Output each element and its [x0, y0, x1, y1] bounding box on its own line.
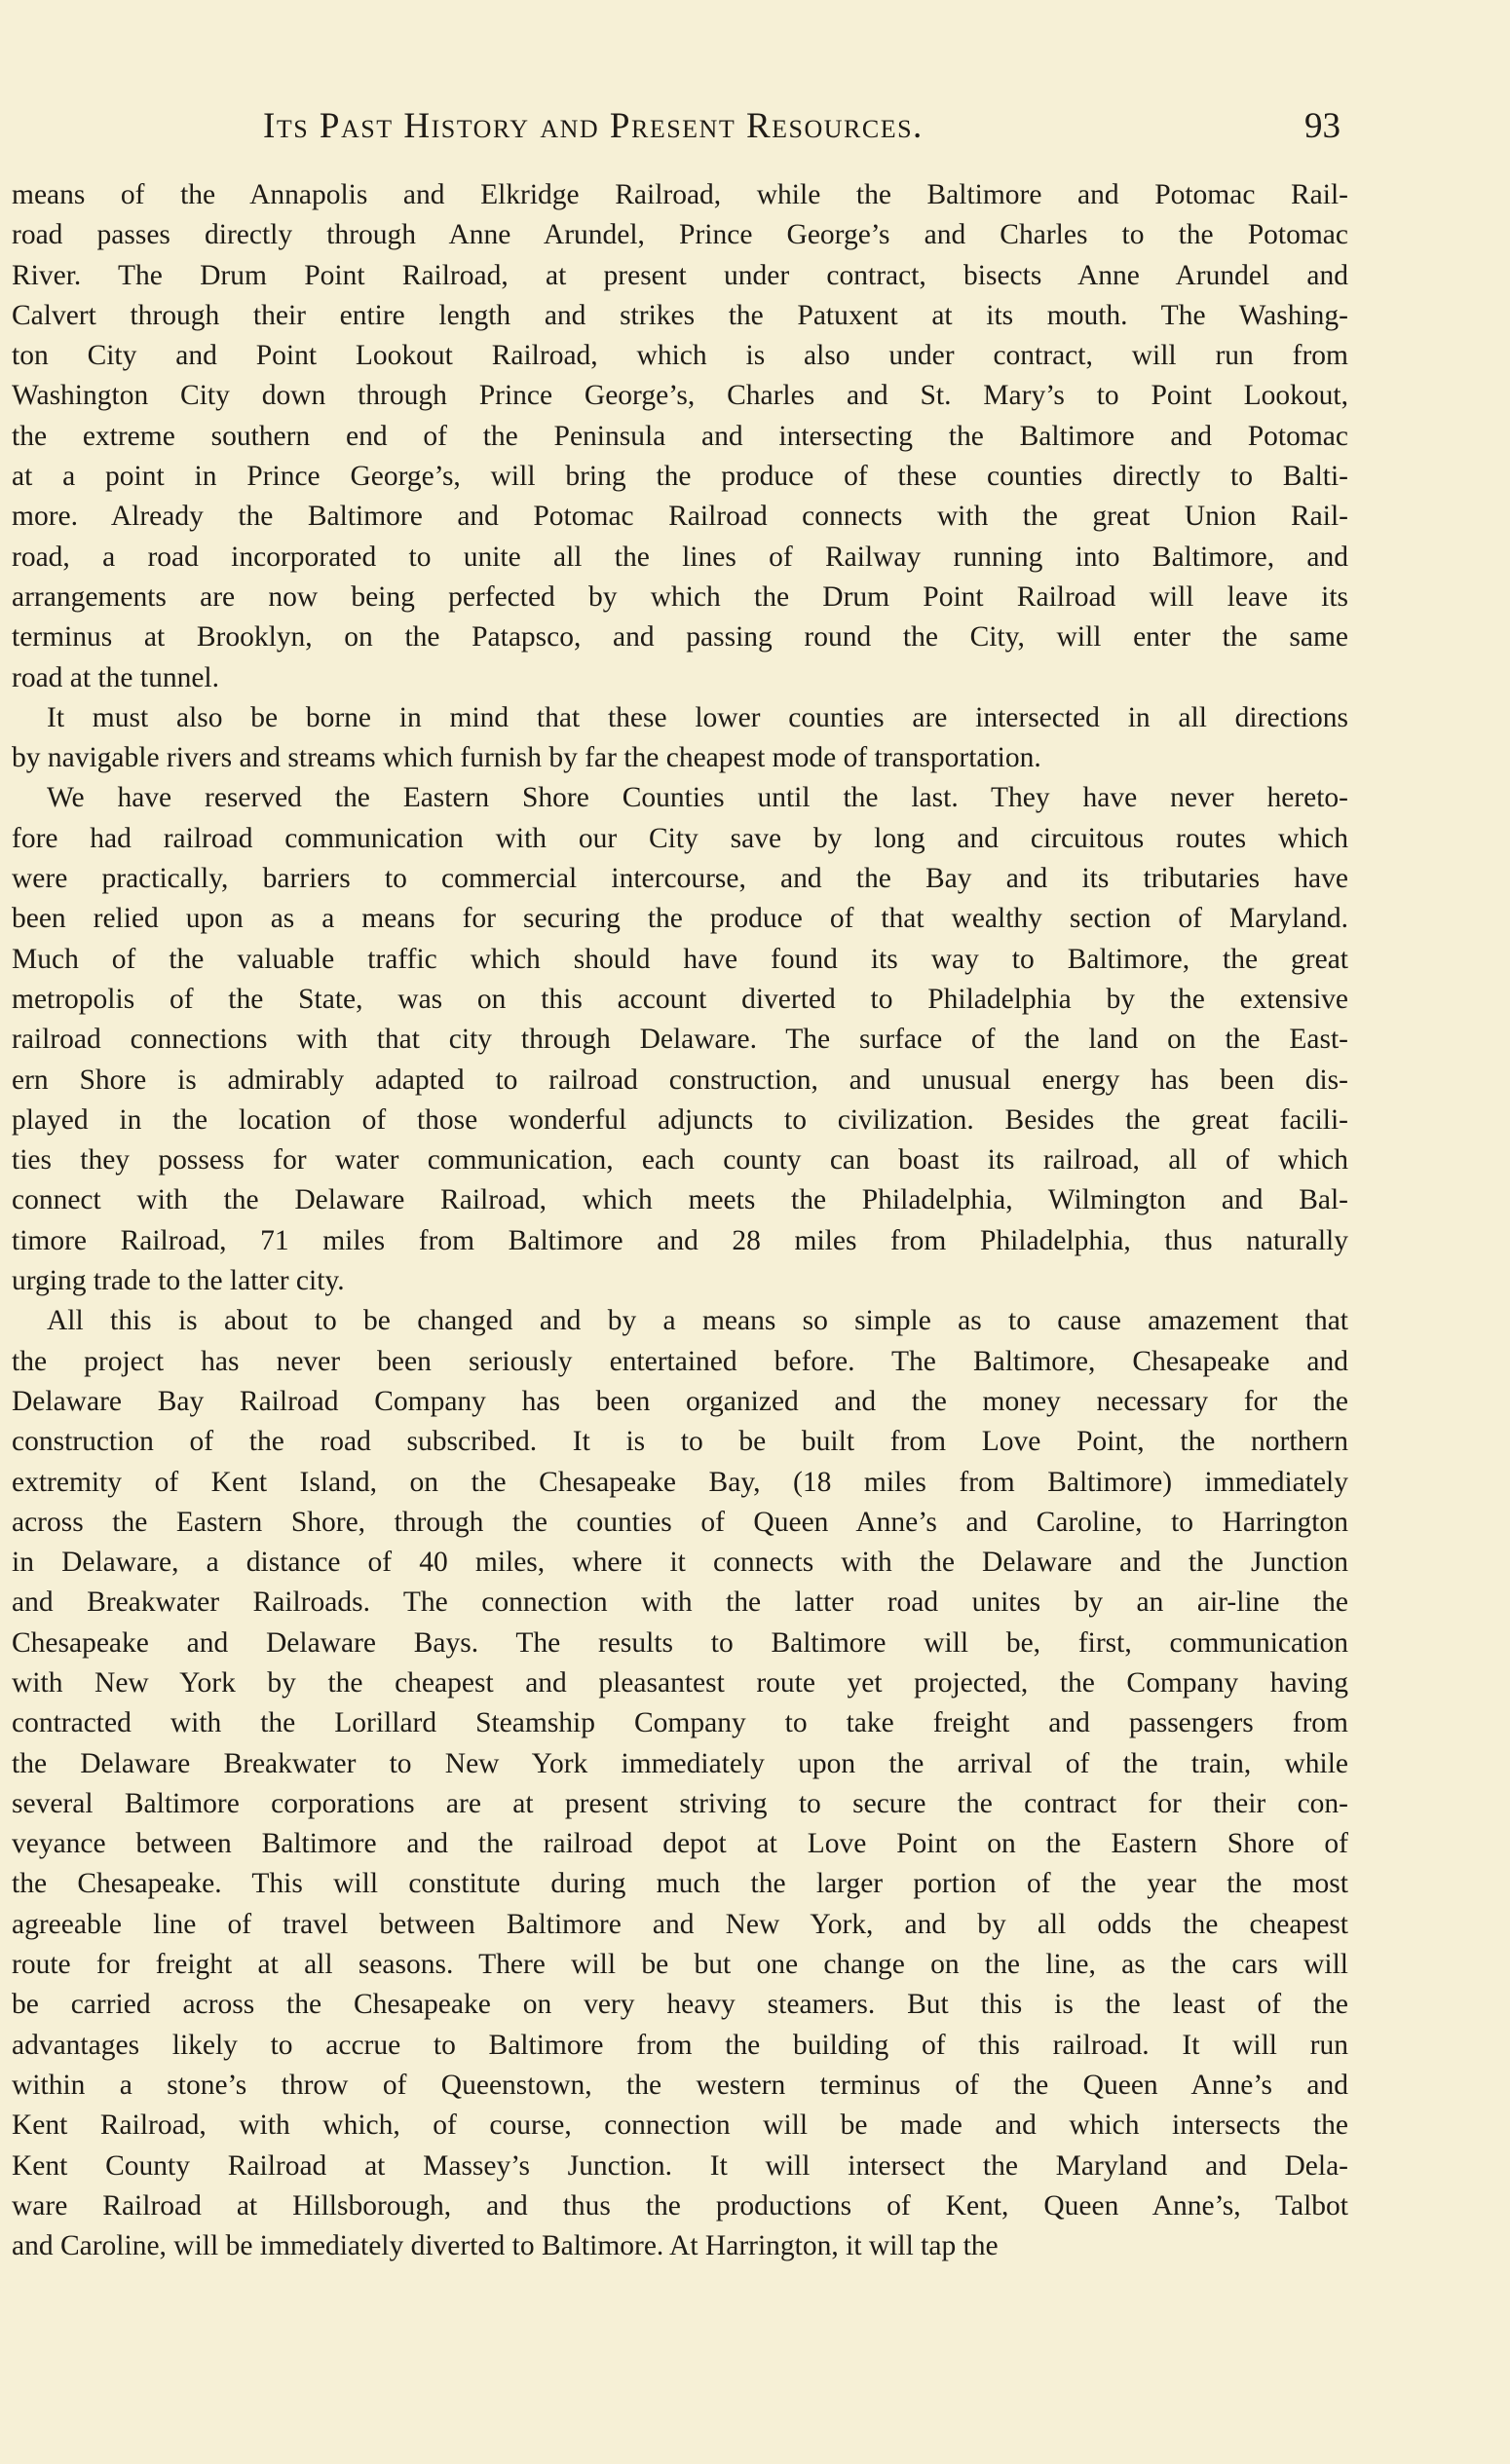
text-line: with New York by the cheapest and pleasantest route yet projected, the Company having	[12, 1666, 1348, 1699]
running-title: Its Past History and Present Resources.	[263, 106, 924, 146]
text-line: Chesapeake and Delaware Bays. The results to Baltimore will be, first, communication	[12, 1626, 1348, 1659]
text-line: ern Shore is admirably adapted to railroad construction, and unusual energy has been dis-	[12, 1064, 1348, 1096]
text-line: Delaware Bay Railroad Company has been organized and the money necessary for the	[12, 1385, 1348, 1417]
text-line: in Delaware, a distance of 40 miles, where it connects with the Delaware and the Junction	[12, 1547, 1348, 1579]
paragraph	[12, 698, 1348, 779]
text-line: advantages likely to accrue to Baltimore from the building of this railroad. It will run	[12, 2029, 1348, 2061]
paragraph	[12, 1301, 1348, 2266]
text-line: contracted with the Lorillard Steamship Company to take freight and passengers from	[12, 1707, 1348, 1739]
text-line: the Delaware Breakwater to New York immediately upon the arrival of the train, while	[12, 1747, 1348, 1779]
body-text	[12, 175, 1348, 2266]
text-line: metropolis of the State, was on this account diverted to Philadelphia by the extensive	[12, 983, 1348, 1015]
text-line: at a point in Prince George’s, will bring the produce of these counties directly to Balti-	[12, 461, 1348, 493]
text-line: fore had railroad communication with our City save by long and circuitous routes which	[12, 822, 1348, 854]
text-line: ties they possess for water communication, each county can boast its railroad, all of which	[12, 1144, 1348, 1176]
text-line: more. Already the Baltimore and Potomac Railroad connects with the great Union Rail-	[12, 501, 1348, 533]
text-line: extremity of Kent Island, on the Chesapeake Bay, (18 miles from Baltimore) immediately	[12, 1466, 1348, 1498]
text-line: veyance between Baltimore and the railroad depot at Love Point on the Eastern Shore of	[12, 1828, 1348, 1860]
text-line: be carried across the Chesapeake on very heavy steamers. But this is the least of the	[12, 1989, 1348, 2021]
text-line: Kent Railroad, with which, of course, connection will be made and which intersects the	[12, 2109, 1348, 2142]
text-line: the Chesapeake. This will constitute during much the larger portion of the year the most	[12, 1868, 1348, 1900]
text-line: timore Railroad, 71 miles from Baltimore and 28 miles from Philadelphia, thus naturally	[12, 1224, 1348, 1256]
text-line: agreeable line of travel between Baltimore and New York, and by all odds the cheapest	[12, 1908, 1348, 1940]
text-line: We have reserved the Eastern Shore Counties until the last. They have never hereto-	[47, 782, 1348, 814]
text-line: ton City and Point Lookout Railroad, which is also under contract, will run from	[12, 340, 1348, 372]
text-line: railroad connections with that city through Delaware. The surface of the land on the East-	[12, 1024, 1348, 1056]
text-line: several Baltimore corporations are at present striving to secure the contract for their con-	[12, 1787, 1348, 1819]
text-line: Washington City down through Prince George’s, Charles and St. Mary’s to Point Lookout,	[12, 380, 1348, 412]
text-line: ware Railroad at Hillsborough, and thus the productions of Kent, Queen Anne’s, Talbot	[12, 2189, 1348, 2221]
running-header	[263, 105, 1340, 150]
text-line: All this is about to be changed and by a means so simple as to cause amazement that	[47, 1305, 1348, 1337]
text-line: means of the Annapolis and Elkridge Railroad, while the Baltimore and Potomac Rail-	[12, 179, 1348, 210]
text-line: by navigable rivers and streams which furnish by far the cheapest mode of transportation.	[12, 742, 1041, 774]
text-line: construction of the road subscribed. It is to be built from Love Point, the northern	[12, 1426, 1348, 1458]
text-line: were practically, barriers to commercial intercourse, and the Bay and its tributaries have	[12, 863, 1348, 895]
text-line: road passes directly through Anne Arundel, Prince George’s and Charles to the Potomac	[12, 219, 1348, 251]
text-line: and Breakwater Railroads. The connection with the latter road unites by an air-line the	[12, 1587, 1348, 1619]
text-line: urging trade to the latter city.	[12, 1265, 345, 1297]
paragraph	[12, 778, 1348, 1301]
text-line: road, a road incorporated to unite all the lines of Railway running into Baltimore, and	[12, 541, 1348, 573]
text-line: arrangements are now being perfected by which the Drum Point Railroad will leave its	[12, 580, 1348, 613]
text-line: been relied upon as a means for securing the produce of that wealthy section of Maryland.	[12, 903, 1348, 935]
text-line: Calvert through their entire length and strikes the Patuxent at its mouth. The Washing-	[12, 299, 1348, 331]
text-line: the extreme southern end of the Peninsula and intersecting the Baltimore and Potomac	[12, 420, 1348, 452]
text-line: terminus at Brooklyn, on the Patapsco, and passing round the City, will enter the same	[12, 621, 1348, 653]
text-line: route for freight at all seasons. There will be but one change on the line, as the cars will	[12, 1949, 1348, 1981]
page-number: 93	[1304, 106, 1340, 146]
paragraph	[12, 175, 1348, 698]
text-line: played in the location of those wonderful adjuncts to civilization. Besides the great facili-	[12, 1103, 1348, 1136]
text-line: River. The Drum Point Railroad, at present under contract, bisects Anne Arundel and	[12, 259, 1348, 291]
text-line: Much of the valuable traffic which should have found its way to Baltimore, the great	[12, 943, 1348, 975]
text-line: It must also be borne in mind that these lower counties are intersected in all directions	[47, 701, 1348, 733]
text-line: connect with the Delaware Railroad, which meets the Philadelphia, Wilmington and Bal-	[12, 1184, 1348, 1216]
text-line: road at the tunnel.	[12, 661, 219, 693]
text-line: Kent County Railroad at Massey’s Junction. It will intersect the Maryland and Dela-	[12, 2149, 1348, 2182]
text-line: within a stone’s throw of Queenstown, the western terminus of the Queen Anne’s and	[12, 2069, 1348, 2101]
text-line: and Caroline, will be immediately diverted to Baltimore. At Harrington, it will tap the	[12, 2230, 999, 2262]
text-line: across the Eastern Shore, through the counties of Queen Anne’s and Caroline, to Harrington	[12, 1506, 1348, 1538]
text-line: the project has never been seriously entertained before. The Baltimore, Chesapeake and	[12, 1345, 1348, 1377]
